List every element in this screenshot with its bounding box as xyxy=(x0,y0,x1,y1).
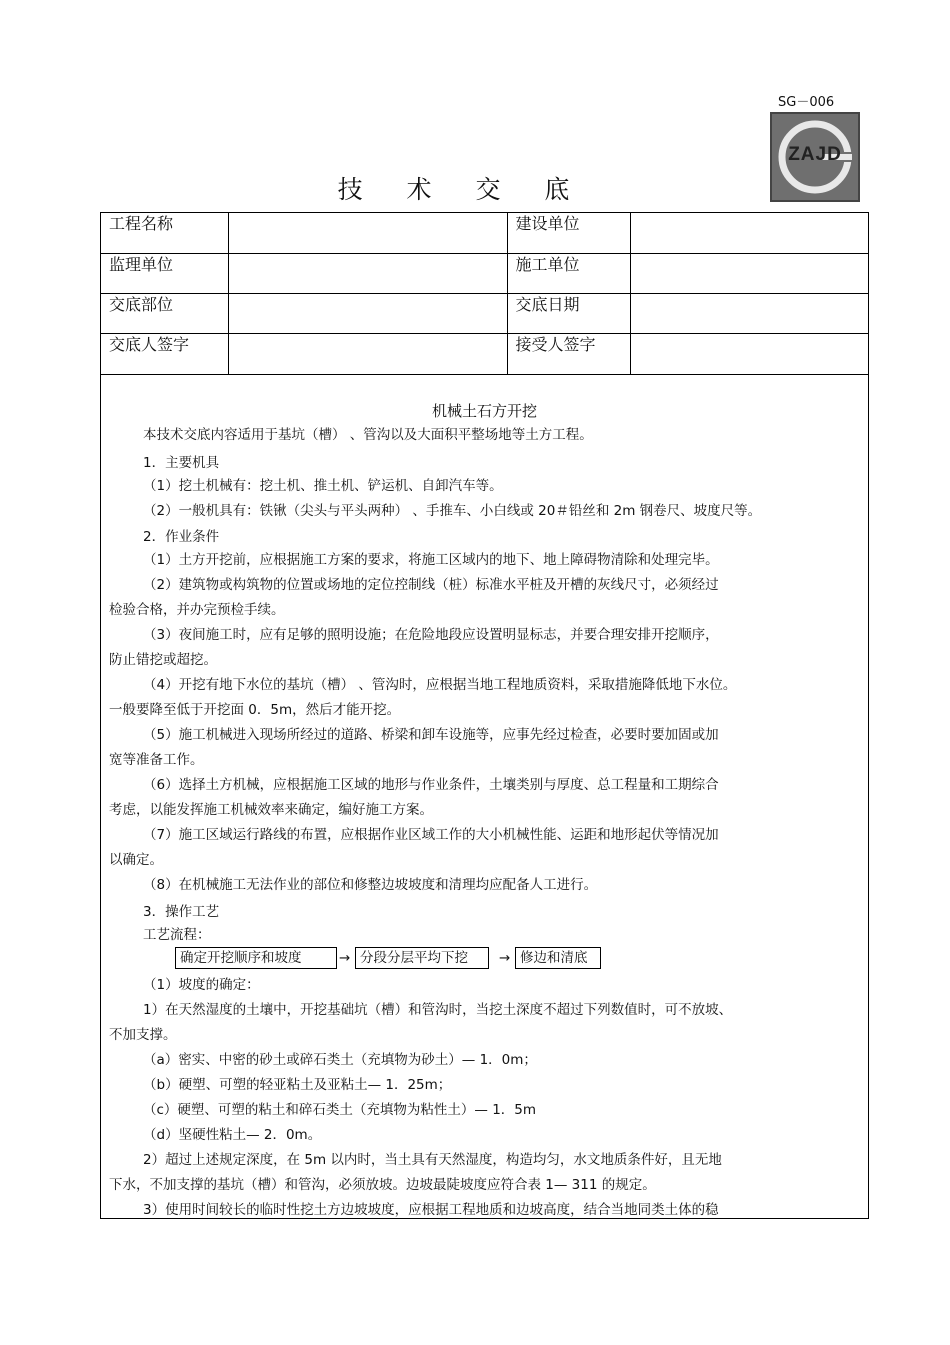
paragraph-line: 2）超过上述规定深度，在 5m 以内时，当土具有天然湿度，构造均匀，水文地质条件好，且无地 xyxy=(143,1152,722,1168)
section-title: 机械土石方开挖 xyxy=(431,402,537,420)
receiver-signature-label: 接受人签字 xyxy=(507,333,630,374)
paragraph-line: 以确定。 xyxy=(109,852,163,868)
heading-line: 1．主要机具 xyxy=(143,455,220,471)
supervision-unit-field[interactable] xyxy=(228,253,507,293)
info-table xyxy=(101,213,868,375)
paragraph-line: （1）挖土机械有：挖土机、推土机、铲运机、自卸汽车等。 xyxy=(143,478,503,494)
construction-unit-field[interactable] xyxy=(630,253,868,293)
heading-line: 3．操作工艺 xyxy=(143,904,220,920)
document-frame xyxy=(100,212,869,1219)
discloser-signature-label: 交底人签字 xyxy=(101,333,228,374)
paragraph-line: 考虑，以能发挥施工机械效率来确定，编好施工方案。 xyxy=(109,802,433,818)
disclosure-part-label: 交底部位 xyxy=(101,293,228,333)
paragraph-line: （7）施工区域运行路线的布置，应根据作业区域工作的大小机械性能、运距和地形起伏等情况加 xyxy=(143,827,719,843)
flow-arrow-icon: → xyxy=(339,950,351,966)
paragraph-line: 工艺流程： xyxy=(143,927,211,943)
paragraph-line: 不加支撑。 xyxy=(109,1027,177,1043)
project-name-field[interactable] xyxy=(228,213,507,253)
paragraph-line: （b）硬塑、可塑的轻亚粘土及亚粘土— 1．25m； xyxy=(143,1077,452,1093)
page-title: 技 术 交 底 xyxy=(337,175,588,204)
client-unit-field[interactable] xyxy=(630,213,868,253)
paragraph-line: 本技术交底内容适用于基坑（槽） 、管沟以及大面积平整场地等土方工程。 xyxy=(143,427,593,443)
discloser-signature-field[interactable] xyxy=(228,333,507,374)
paragraph-line: （1）坡度的确定： xyxy=(143,977,260,993)
table-row xyxy=(101,293,868,333)
supervision-unit-label: 监理单位 xyxy=(101,253,228,293)
paragraph-line: （2）一般机具有：铁锹（尖头与平头两种） 、手推车、小白线或 20＃铅丝和 2m 钢卷尺、坡度尺等。 xyxy=(143,503,762,519)
paragraph-line: 一般要降至低于开挖面 0．5m，然后才能开挖。 xyxy=(109,702,401,718)
heading-line: 2．作业条件 xyxy=(143,529,220,545)
paragraph-line: 宽等准备工作。 xyxy=(109,752,204,768)
disclosure-part-field[interactable] xyxy=(228,293,507,333)
form-code: SG－006 xyxy=(778,95,835,110)
paragraph-line: （8）在机械施工无法作业的部位和修整边坡坡度和清理均应配备人工进行。 xyxy=(143,877,598,893)
paragraph-line: （3）夜间施工时，应有足够的照明设施；在危险地段应设置明显标志，并要合理安排开挖顺序， xyxy=(143,627,719,643)
paragraph-line: （d）坚硬性粘土— 2．0m。 xyxy=(143,1127,322,1143)
logo-text: ZAJD xyxy=(788,144,842,165)
paragraph-line: 防止错挖或超挖。 xyxy=(109,652,217,668)
paragraph-line: 检验合格，并办完预检手续。 xyxy=(109,602,285,618)
flow-arrow-icon: → xyxy=(499,950,511,966)
paragraph-line: 下水，不加支撑的基坑（槽）和管沟，必须放坡。边坡最陡坡度应符合表 1— 311 的规定。 xyxy=(109,1177,656,1193)
table-row xyxy=(101,213,868,253)
flow-step-2: 分段分层平均下挖 xyxy=(355,947,489,969)
receiver-signature-field[interactable] xyxy=(630,333,868,374)
paragraph-line: （1）土方开挖前，应根据施工方案的要求，将施工区域内的地下、地上障碍物清除和处理完毕。 xyxy=(143,552,719,568)
paragraph-line: 1）在天然湿度的土壤中，开挖基础坑（槽）和管沟时，当挖土深度不超过下列数值时，可不放坡、 xyxy=(143,1002,733,1018)
paragraph-line: （5）施工机械进入现场所经过的道路、桥梁和卸车设施等，应事先经过检查，必要时要加固或加 xyxy=(143,727,719,743)
paragraph-line: （a）密实、中密的砂土或碎石类土（充填物为砂土）— 1．0m； xyxy=(143,1052,537,1068)
project-name-label: 工程名称 xyxy=(101,213,228,253)
paragraph-line: （6）选择土方机械，应根据施工区域的地形与作业条件，土壤类别与厚度、总工程量和工期综合 xyxy=(143,777,719,793)
disclosure-date-label: 交底日期 xyxy=(507,293,630,333)
flow-step-1: 确定开挖顺序和坡度 xyxy=(175,947,337,969)
client-unit-label: 建设单位 xyxy=(507,213,630,253)
paragraph-line: （4）开挖有地下水位的基坑（槽） 、管沟时，应根据当地工程地质资料，采取措施降低地下水位。 xyxy=(143,677,737,693)
flow-step-3: 修边和清底 xyxy=(515,947,601,969)
construction-unit-label: 施工单位 xyxy=(507,253,630,293)
disclosure-date-field[interactable] xyxy=(630,293,868,333)
paragraph-line: （2）建筑物或构筑物的位置或场地的定位控制线（桩）标准水平桩及开槽的灰线尺寸，必须经过 xyxy=(143,577,719,593)
table-row xyxy=(101,333,868,374)
table-row xyxy=(101,253,868,293)
paragraph-line: 3）使用时间较长的临时性挖土方边坡坡度，应根据工程地质和边坡高度，结合当地同类土体的稳 xyxy=(143,1202,719,1218)
paragraph-line: （c）硬塑、可塑的粘土和碎石类土（充填物为粘性土）— 1．5m xyxy=(143,1102,537,1118)
